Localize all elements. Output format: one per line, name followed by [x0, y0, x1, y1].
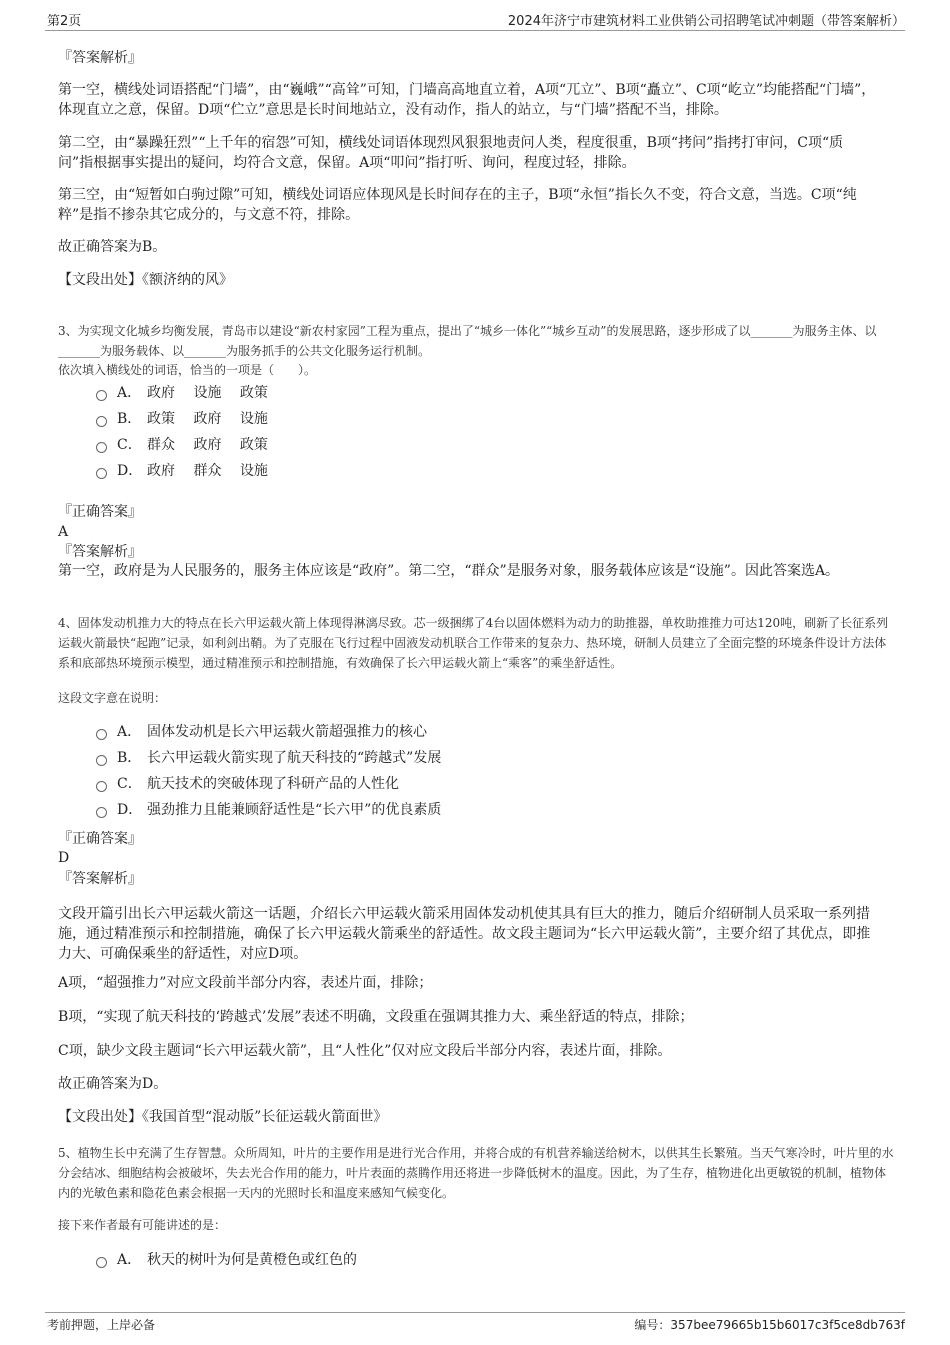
page-number: 第2页: [47, 14, 82, 29]
document-title: 2024年济宁市建筑材料工业供销公司招聘笔试冲刺题（带答案解析）: [507, 14, 905, 29]
option-text: 政府 群众 设施: [147, 463, 268, 479]
question-3-stem: 3、为实现文化城乡均衡发展，青岛市以建设“新农村家园”工程为重点，提出了“城乡一体化”“城乡互动”的发展思路，逐步形成了以_______为服务主体、以_______为服务载体、以_______为服务抓手的公共文化服务运行机制。: [58, 324, 877, 358]
radio-icon[interactable]: [96, 729, 107, 740]
option-letter: A．: [117, 385, 142, 401]
radio-icon[interactable]: [96, 468, 107, 479]
correct-answer: A: [58, 524, 69, 540]
radio-icon[interactable]: [96, 1257, 107, 1268]
analysis-conclusion: 故正确答案为D。: [58, 1076, 168, 1092]
analysis-paragraph-2: 第二空，由“暴躁狂烈”“上千年的宿怨”可知，横线处词语体现烈风狠狠地责问人类，程度很重，B项“拷问”指拷打审问，C项“质问”指根据事实提出的疑问，均符合文意，保留。A项“叩问”指打听、询问，程度过轻，排除。: [58, 135, 844, 171]
analysis-paragraph-3: 第三空，由“短暂如白驹过隙”可知，横线处词语应体现风是长时间存在的主子，B项“永恒”指长久不变，符合文意，当选。C项“纯粹”是指不掺杂其它成分的，与文意不符，排除。: [58, 187, 857, 223]
option-text: 秋天的树叶为何是黄橙色或红色的: [147, 1252, 357, 1268]
question-4-analysis-c: C项，缺少文段主题词“长六甲运载火箭”，且“人性化”仅对应文段后半部分内容，表述片面，排除。: [58, 1043, 672, 1059]
radio-icon[interactable]: [96, 781, 107, 792]
question-3-option-c[interactable]: [96, 435, 268, 455]
radio-icon[interactable]: [96, 390, 107, 401]
code-label: 编号：: [634, 1318, 671, 1332]
option-letter: C．: [117, 776, 142, 792]
option-letter: D．: [117, 802, 143, 818]
option-letter: A．: [117, 724, 142, 740]
question-3-option-a[interactable]: [96, 383, 268, 403]
option-text: 群众 政府 政策: [147, 437, 268, 453]
question-4-option-c[interactable]: [96, 774, 399, 794]
code-value: 357bee79665b15b6017c3f5ce8db763f: [670, 1318, 905, 1332]
analysis-paragraph-1: 第一空，横线处词语搭配“门墙”，由“巍峨”“高耸”可知，门墙高高地直立着，A项“兀立”、B项“矗立”、C项“屹立”均能搭配“门墙”，体现直立之意，保留。D项“伫立”意思是长时间地站立，没有动作，指人的站立，与“门墙”搭配不当，排除。: [58, 82, 876, 118]
question-5-option-a[interactable]: [96, 1250, 357, 1270]
page-header: [0, 0, 950, 32]
question-3-option-d[interactable]: [96, 461, 268, 481]
footer-divider: [45, 1312, 905, 1313]
header-divider: [45, 30, 905, 31]
question-4-stem: 4、固体发动机推力大的特点在长六甲运载火箭上体现得淋漓尽致。芯一级捆绑了4台以固体燃料为动力的助推器，单枚助推推力可达120吨，刷新了长征系列运载火箭最快“起跑”记录，如利剑出鞘。为了克服在飞行过程中固液发动机联合工作带来的复杂力、热环境，研制人员建立了全面完整的环境条件设计方法体系和底部热环境预示模型，通过精准预示和控制措施，有效确保了长六甲运载火箭上“乘客”的乘坐舒适性。: [58, 616, 889, 670]
correct-answer-label: 『正确答案』: [58, 504, 142, 520]
analysis-conclusion: 故正确答案为B。: [58, 239, 167, 255]
question-4-analysis-b: B项，“实现了航天科技的‘跨越式’发展”表述不明确，文段重在强调其推力大、乘坐舒适的特点，排除；: [58, 1009, 694, 1025]
option-text: 政策 政府 设施: [147, 411, 268, 427]
radio-icon[interactable]: [96, 807, 107, 818]
option-letter: B．: [117, 750, 142, 766]
radio-icon[interactable]: [96, 442, 107, 453]
question-3-instruction: 依次填入横线处的词语，恰当的一项是（ ）。: [58, 363, 317, 377]
question-4-analysis-a: A项，“超强推力”对应文段前半部分内容，表述片面，排除；: [58, 975, 433, 991]
document-code: [634, 1316, 905, 1333]
radio-icon[interactable]: [96, 416, 107, 427]
option-letter: B．: [117, 411, 142, 427]
question-5-instruction: 接下来作者最有可能讲述的是：: [58, 1218, 227, 1232]
correct-answer: D: [58, 850, 70, 866]
question-3-analysis: 第一空，政府是为人民服务的，服务主体应该是“政府”。第二空，“群众”是服务对象，服务载体应该是“设施”。因此答案选A。: [58, 563, 840, 579]
footer-slogan: 考前押题，上岸必备: [47, 1318, 156, 1332]
question-5-stem: 5、植物生长中充满了生存智慧。众所周知，叶片的主要作用是进行光合作用，并将合成的有机营养输送给树木，以供其生长繁殖。当天气寒冷时，叶片里的水分会结冰、细胞结构会被破坏，失去光合作用的能力，叶片表面的蒸腾作用还将进一步降低树木的温度。因此，为了生存，植物进化出更敏锐的机制，植物体内的光敏色素和隐花色素会根据一天内的光照时长和温度来感知气候变化。: [58, 1146, 894, 1200]
correct-answer-label: 『正确答案』: [58, 831, 142, 847]
passage-source: 【文段出处】《我国首型“混动版”长征运载火箭面世》: [58, 1109, 388, 1125]
radio-icon[interactable]: [96, 755, 107, 766]
analysis-label: 『答案解析』: [58, 544, 142, 560]
option-text: 强劲推力且能兼顾舒适性是“长六甲”的优良素质: [147, 802, 442, 818]
option-text: 航天技术的突破体现了科研产品的人性化: [147, 776, 399, 792]
analysis-label: 『答案解析』: [58, 50, 142, 66]
question-4-option-d[interactable]: [96, 800, 441, 820]
option-letter: C．: [117, 437, 142, 453]
option-text: 长六甲运载火箭实现了航天科技的“跨越式”发展: [147, 750, 442, 766]
question-3-option-b[interactable]: [96, 409, 268, 429]
option-letter: A．: [117, 1252, 142, 1268]
question-4-option-a[interactable]: [96, 722, 427, 742]
question-4-option-b[interactable]: [96, 748, 441, 768]
passage-source: 【文段出处】《额济纳的风》: [58, 272, 233, 288]
option-text: 政府 设施 政策: [147, 385, 268, 401]
analysis-label: 『答案解析』: [58, 871, 142, 887]
option-text: 固体发动机是长六甲运载火箭超强推力的核心: [147, 724, 427, 740]
question-4-instruction: 这段文字意在说明：: [58, 691, 167, 705]
option-letter: D．: [117, 463, 143, 479]
question-4-analysis-summary: 文段开篇引出长六甲运载火箭这一话题，介绍长六甲运载火箭采用固体发动机使其具有巨大的推力，随后介绍研制人员采取一系列措施，通过精准预示和控制措施，确保了长六甲运载火箭乘坐的舒适性。故文段主题词为“长六甲运载火箭”，主要介绍了其优点，即推力大、可确保乘坐的舒适性，对应D项。: [58, 906, 871, 962]
